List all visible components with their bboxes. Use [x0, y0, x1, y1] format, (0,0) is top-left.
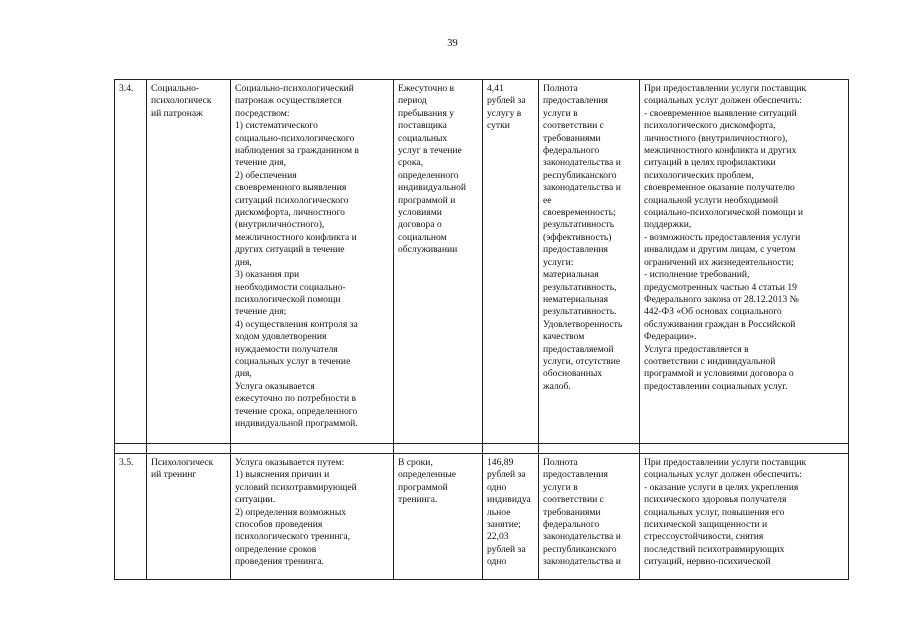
cell-text-line: обслуживания граждан в Российской — [644, 318, 796, 330]
cell-text-line: - оказание услуги в целях укрепления — [644, 481, 799, 493]
service-cost-cell — [483, 80, 539, 444]
cell-text-line: соответствии с — [543, 120, 604, 132]
cell-text-line: услуги, отсутствие — [543, 355, 621, 367]
cell-text-line: 146,89 — [487, 457, 514, 468]
cell-text-line: 2) определения возможных — [235, 506, 347, 518]
cell-text-line: рублей за — [487, 95, 526, 107]
services-table — [114, 79, 849, 580]
cell-text-line: нематериальная — [543, 293, 609, 305]
cell-text-line: Полнота — [543, 457, 578, 468]
service-period-cell — [394, 80, 483, 444]
cell-text-line: соответствии с — [543, 494, 604, 506]
cell-text-line: социальных — [398, 132, 448, 144]
cell-text-line: занятие; — [487, 519, 521, 531]
cell-text-line: ограничений их жизнедеятельности; — [644, 256, 794, 268]
cell-text-line: 22,03 — [487, 531, 509, 543]
cell-text-line: своевременное оказание получателю — [644, 182, 795, 194]
cell-text-line: В сроки, — [398, 457, 433, 468]
cell-text-line: ий тренинг — [151, 469, 197, 481]
cell-text-line: социальном — [398, 231, 447, 243]
cell-text-line: законодательства и — [543, 182, 621, 194]
cell-text-line: льное — [487, 506, 511, 518]
service-number: 3.5. — [119, 457, 134, 468]
cell-text-line: дня, — [235, 368, 252, 380]
service-conditions-cell — [640, 454, 849, 580]
cell-text-line: обоснованных — [543, 368, 603, 380]
cell-text-line: федерального — [543, 519, 600, 531]
cell-text-line: услуги в — [543, 481, 578, 493]
cell-text-line: Услуга предоставляется в — [644, 343, 749, 355]
cell-text-line: 1) систематического — [235, 120, 318, 132]
cell-text-line: (эффективность) — [543, 231, 612, 243]
service-cost-cell — [483, 454, 539, 580]
cell-text-line: социальной услуги необходимой — [644, 194, 779, 206]
cell-text-line: психологического тренинга, — [235, 531, 351, 543]
cell-text-line: ий патронаж — [151, 107, 203, 119]
table-row — [115, 80, 849, 444]
cell-text-line: способов проведения — [235, 519, 323, 531]
cell-text-line: условий психотравмирующей — [235, 481, 357, 493]
cell-text-line: стрессоустойчивости, снятия — [644, 531, 764, 543]
cell-text-line: программой и — [398, 194, 456, 206]
cell-text-line: требованиями — [543, 132, 601, 144]
cell-text-line: психологических проблем, — [644, 169, 754, 181]
cell-text-line: других ситуаций в течение — [235, 244, 345, 256]
cell-text-line: Ежесуточно в — [398, 83, 455, 94]
table-row — [115, 454, 849, 580]
cell-text-line: условиями — [398, 207, 442, 219]
cell-text-line: социальных услуг, повышения его — [644, 506, 785, 518]
service-content-cell — [231, 80, 394, 444]
cell-text-line: законодательства и — [543, 531, 621, 543]
cell-text-line: социальных услуг в течение — [235, 355, 351, 367]
cell-text-line: индивидуа — [487, 494, 531, 506]
cell-text-line: программой и условиями договора о — [644, 368, 794, 380]
page-number: 39 — [447, 38, 458, 49]
cell-text-line: ситуации. — [235, 494, 276, 506]
cell-text-line: ситуаций, нервно-психической — [644, 556, 771, 568]
cell-text-line: последствий психотравмирующих — [644, 543, 785, 555]
cell-text-line: течение дня, — [235, 157, 287, 169]
cell-text-line: Услуга оказывается — [235, 380, 315, 392]
cell-text-line: определенные — [398, 469, 457, 481]
cell-text-line: индивидуальной — [398, 182, 467, 194]
cell-text-line: республиканского — [543, 543, 617, 555]
cell-text-line: социальных услуг должен обеспечить: — [644, 95, 802, 107]
cell-text-line: определение сроков — [235, 543, 317, 555]
cell-text-line: психологическ — [151, 95, 212, 107]
cell-text-line: посредством: — [235, 107, 290, 119]
service-conditions-cell — [640, 80, 849, 444]
cell-text-line: определенного — [398, 169, 459, 181]
cell-text-line: результативность. — [543, 306, 617, 318]
cell-text-line: 4,41 — [487, 83, 504, 94]
cell-text-line: жалоб. — [543, 380, 571, 392]
cell-text-line: - своевременное выявление ситуаций — [644, 107, 797, 119]
cell-text-line: Федерального закона от 28.12.2013 № — [644, 293, 799, 305]
cell-text-line: 4) осуществления контроля за — [235, 318, 358, 330]
cell-text-line: предоставления — [543, 95, 608, 107]
cell-text-line: срока, — [398, 157, 424, 169]
cell-text-line: одно — [487, 556, 507, 568]
cell-text-line: Психологическ — [151, 457, 214, 468]
cell-text-line: республиканского — [543, 169, 617, 181]
service-number-cell — [115, 454, 147, 580]
cell-text-line: результативность — [543, 219, 615, 231]
service-period-cell — [394, 454, 483, 580]
cell-text-line: программой — [398, 481, 448, 493]
cell-text-line: патронаж осуществляется — [235, 95, 342, 107]
service-number-cell — [115, 80, 147, 444]
service-content-cell — [231, 454, 394, 580]
service-name-cell — [147, 454, 231, 580]
cell-text-line: При предоставлении услуги поставщик — [644, 457, 807, 468]
cell-text-line: 1) выяснения причин и — [235, 469, 330, 481]
cell-text-line: 2) обеспечения — [235, 169, 297, 181]
row-separator — [115, 444, 849, 454]
cell-text-line: предоставляемой — [543, 343, 614, 355]
cell-text-line: Услуга оказывается путем: — [235, 457, 345, 468]
cell-text-line: сутки — [487, 120, 510, 132]
service-name-cell — [147, 80, 231, 444]
cell-text-line: (внутриличностного), — [235, 219, 325, 231]
service-indicators-cell — [539, 80, 640, 444]
cell-text-line: услугу в — [487, 107, 522, 119]
cell-text-line: психического здоровья получателя — [644, 494, 787, 506]
cell-text-line: федерального — [543, 145, 600, 157]
cell-text-line: предоставления — [543, 469, 608, 481]
cell-text-line: рублей за — [487, 543, 526, 555]
cell-text-line: межличностного конфликта и — [235, 231, 357, 243]
cell-text-line: поддержки, — [644, 219, 692, 231]
cell-text-line: пребывания у — [398, 107, 455, 119]
cell-text-line: 442-ФЗ «Об основах социального — [644, 306, 782, 318]
cell-text-line: ежесуточно по потребности в — [235, 393, 357, 405]
cell-text-line: При предоставлении услуги поставщик — [644, 83, 807, 94]
cell-text-line: одно — [487, 481, 507, 493]
cell-text-line: рублей за — [487, 469, 526, 481]
cell-text-line: социальных услуг должен обеспечить: — [644, 469, 802, 481]
cell-text-line: законодательства и — [543, 556, 621, 568]
cell-text-line: нуждаемости получателя — [235, 343, 338, 355]
cell-text-line: наблюдения за гражданином в — [235, 145, 359, 157]
cell-text-line: психологического дискомфорта, — [644, 120, 776, 132]
cell-text-line: инвалидам и другим лицам, с учетом — [644, 244, 796, 256]
service-number: 3.4. — [119, 83, 134, 94]
cell-text-line: результативность, — [543, 281, 617, 293]
cell-text-line: материальная — [543, 269, 599, 281]
service-indicators-cell — [539, 454, 640, 580]
cell-text-line: социально-психологической помощи и — [644, 207, 803, 219]
cell-text-line: своевременность; — [543, 207, 616, 219]
cell-text-line: - возможность предоставления услуги — [644, 231, 801, 243]
cell-text-line: соответствии с индивидуальной — [644, 355, 776, 367]
cell-text-line: законодательства и — [543, 157, 621, 169]
cell-text-line: предоставления — [543, 244, 608, 256]
cell-text-line: необходимости социально- — [235, 281, 346, 293]
cell-text-line: Удовлетворенность — [543, 318, 623, 330]
cell-text-line: обслуживании — [398, 244, 458, 256]
cell-text-line: индивидуальной программой. — [235, 417, 358, 429]
cell-text-line: Социально-психологический — [235, 83, 354, 94]
cell-text-line: предусмотренных частью 4 статьи 19 — [644, 281, 797, 293]
cell-text-line: предоставлении социальных услуг. — [644, 380, 788, 392]
cell-text-line: личностного (внутриличностного), — [644, 132, 788, 144]
cell-text-line: 3) оказания при — [235, 269, 300, 281]
cell-text-line: тренинга. — [398, 494, 438, 506]
cell-text-line: дискомфорта, личностного — [235, 207, 345, 219]
cell-text-line: договора о — [398, 219, 442, 231]
cell-text-line: - исполнение требований, — [644, 269, 750, 281]
cell-text-line: требованиями — [543, 506, 601, 518]
cell-text-line: социально-психологического — [235, 132, 355, 144]
cell-text-line: ходом удовлетворения — [235, 331, 327, 343]
cell-text-line: период — [398, 95, 427, 107]
cell-text-line: психологической помощи — [235, 293, 341, 305]
cell-text-line: Полнота — [543, 83, 578, 94]
cell-text-line: ее — [543, 194, 552, 206]
cell-text-line: межличностного конфликта и других — [644, 145, 797, 157]
cell-text-line: поставщика — [398, 120, 447, 132]
cell-text-line: проведения тренинга. — [235, 556, 324, 568]
cell-text-line: ситуаций психологического — [235, 194, 349, 206]
cell-text-line: психической защищенности и — [644, 519, 768, 531]
cell-text-line: услуги: — [543, 256, 574, 268]
cell-text-line: качеством — [543, 331, 585, 343]
cell-text-line: услуг в течение — [398, 145, 462, 157]
cell-text-line: своевременного выявления — [235, 182, 347, 194]
cell-text-line: Социально- — [151, 83, 200, 94]
cell-text-line: Федерации». — [644, 331, 697, 343]
cell-text-line: услуги в — [543, 107, 578, 119]
cell-text-line: ситуаций в целях профилактики — [644, 157, 776, 169]
cell-text-line: течение срока, определенного — [235, 405, 358, 417]
cell-text-line: дня, — [235, 256, 252, 268]
cell-text-line: течение дня; — [235, 306, 287, 318]
